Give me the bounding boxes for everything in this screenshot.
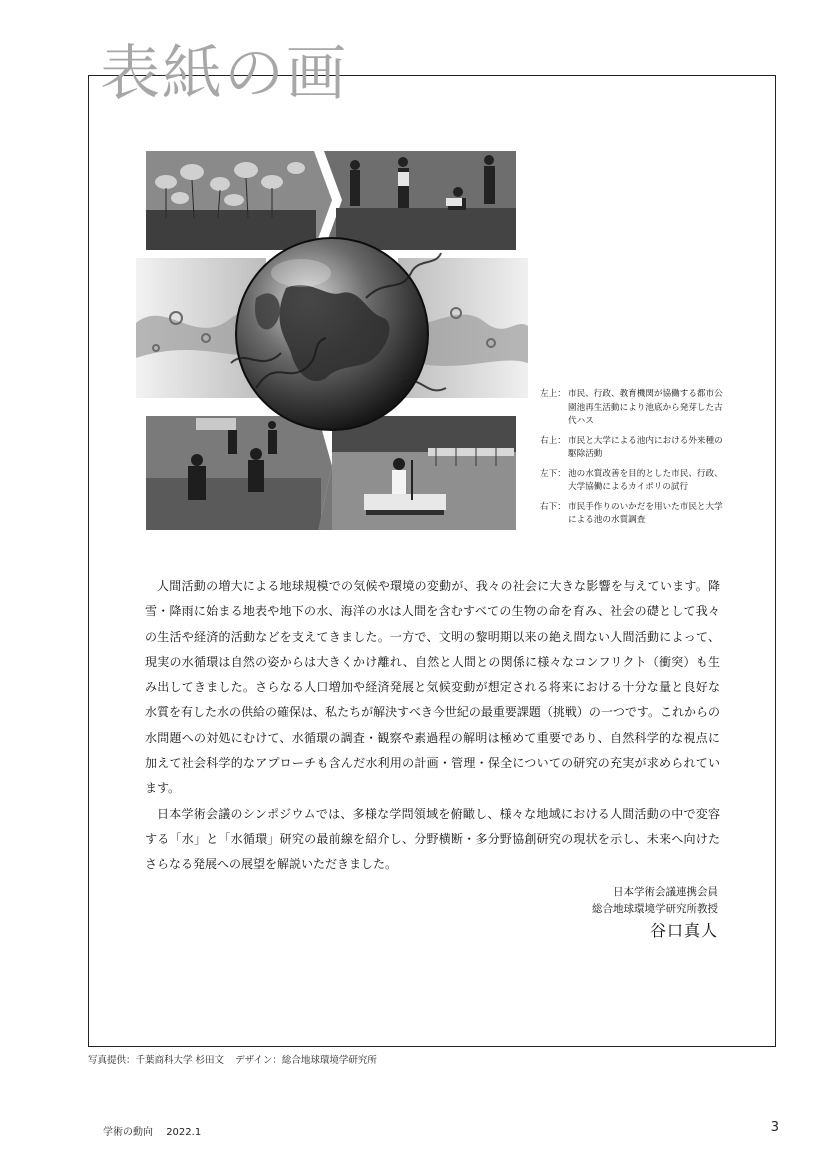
design-credit: デザイン：総合地球環境学研究所 xyxy=(235,1055,377,1066)
caption-top-left xyxy=(540,388,730,429)
caption-text: 市民と大学による池内における外来種の駆除活動 xyxy=(568,435,723,459)
caption-text: 池の水質改善を目的とした市民、行政、大学協働によるカイボリの試行 xyxy=(568,468,723,492)
credit-line xyxy=(88,1052,377,1066)
photo-credit: 写真提供：千葉商科大学 杉田文 xyxy=(88,1055,225,1066)
page-number: 3 xyxy=(770,1120,779,1135)
caption-key: 右下： xyxy=(540,501,566,512)
photo-top-left-lotus xyxy=(146,151,332,250)
caption-key: 右上： xyxy=(540,435,566,446)
earth-globe xyxy=(236,238,428,430)
caption-key: 左上： xyxy=(540,389,566,399)
author-role-1: 日本学術会議連携会員 xyxy=(613,886,718,898)
caption-top-right xyxy=(540,435,730,462)
photo-captions xyxy=(540,388,730,534)
author-role-2: 総合地球環境学研究所教授 xyxy=(592,903,718,915)
photo-bottom-left-kaibori xyxy=(146,416,332,530)
body-paragraph-2: 日本学術会議のシンポジウムでは、多様な学問領域を俯瞰し、様々な地域における人間活動の中で変容する「水」と「水循環」研究の最前線を紹介し、分野横断・多分野協創研究の現状を示し、未来へ向けたさらなる発展への展望を解説いただきました。 xyxy=(145,806,720,872)
caption-text: 市民、行政、教育機関が協働する都市公園池再生活動により池底から発芽した古代ハス xyxy=(568,389,723,426)
author-name: 谷口真人 xyxy=(649,921,718,940)
cover-photo-collage xyxy=(136,148,528,540)
caption-key: 左下： xyxy=(540,468,566,479)
journal-issue: 2022.1 xyxy=(166,1127,202,1138)
body-paragraph-1: 人間活動の増大による地球規模での気候や環境の変動が、我々の社会に大きな影響を与えています。降雪・降雨に始まる地表や地下の水、海洋の水は人間を含むすべての生物の命を育み、社会の礎として我々の生活や経済的活動などを支えてきました。一方で、文明の黎明期以来の絶え間ない人間活動によって、現実の水循環は自然の姿からは大きくかけ離れ、自然と人間との関係に様々なコンフリクト（衝突）も生み出してきました。さらなる人口増加や経済発展と気候変動が想定される将来における十分な量と良好な水質を有した水の供給の確保は、私たちが解決すべき今世紀の最重要課題（挑戦）の一つです。これからの水問題への対処にむけて、水循環の調査・観察や素過程の解明は極めて重要であり、自然科学的な視点に加えて社会科学的なアプローチも含んだ水利用の計画・管理・保全についての研究の充実が求められています。 xyxy=(145,579,720,796)
author-signature xyxy=(592,884,718,939)
photo-bottom-right-raft-survey xyxy=(318,416,516,530)
caption-text: 市民手作りのいかだを用いた市民と大学による池の水質調査 xyxy=(568,501,723,525)
journal-name: 学術の動向 xyxy=(103,1127,153,1138)
section-title: 表紙の画 xyxy=(100,39,348,109)
caption-bottom-right xyxy=(540,501,730,528)
photo-top-right-invasive-removal xyxy=(324,151,516,250)
caption-bottom-left xyxy=(540,468,730,495)
footer-journal xyxy=(103,1123,201,1138)
body-text xyxy=(145,574,720,878)
